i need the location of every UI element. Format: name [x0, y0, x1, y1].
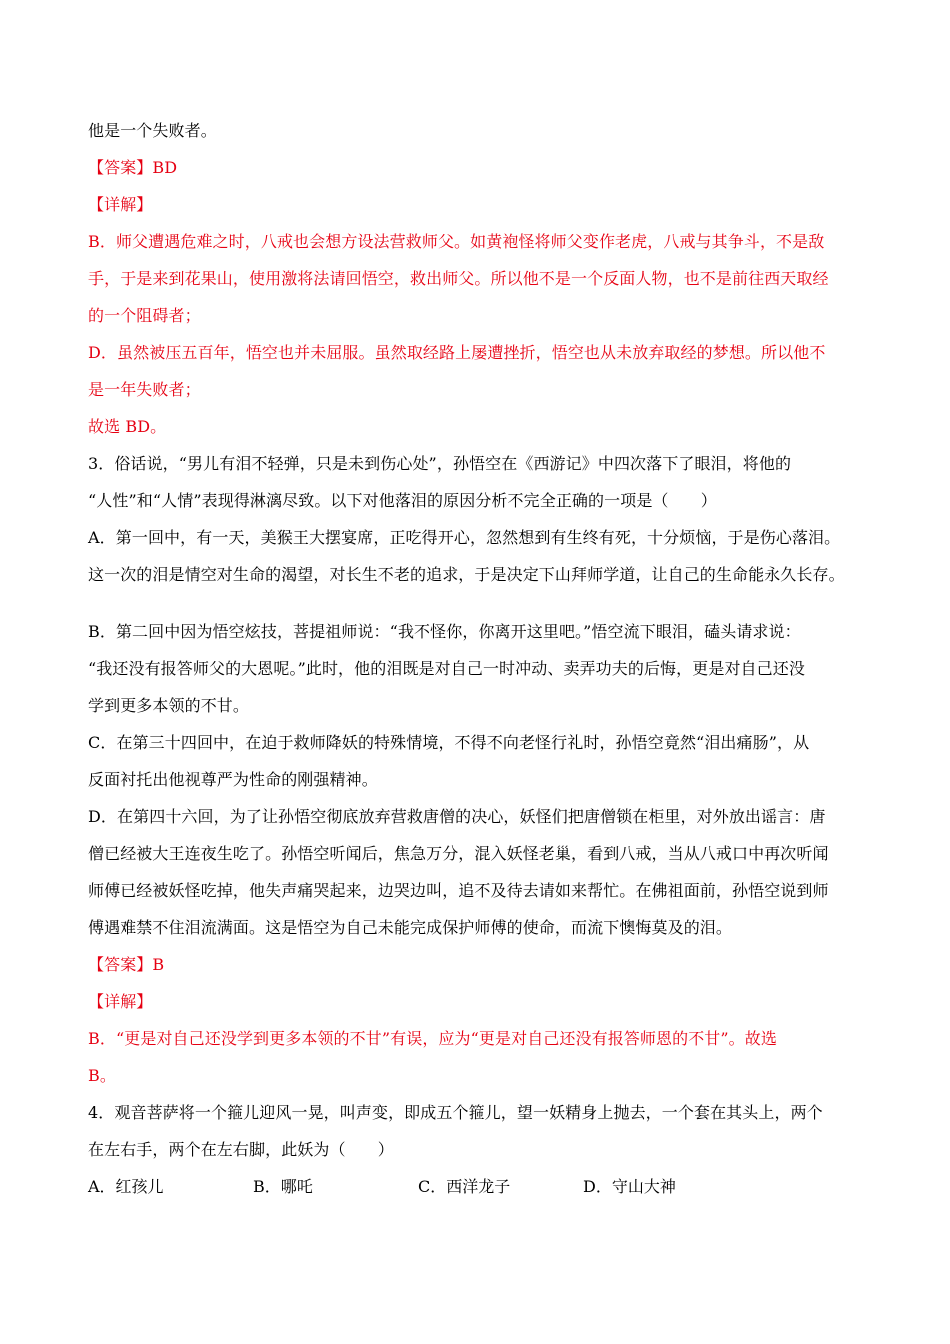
q2-detail-label: 【详解】: [88, 195, 153, 214]
q4-stem-line2: 在左右手，两个在左右脚，此妖为（ ）: [88, 1140, 394, 1159]
q3-option-d-line3: 师傅已经被妖怪吃掉，他失声痛哭起来，边哭边叫，追不及待去请如来帮忙。在佛祖面前，孙悟空说到师: [88, 881, 829, 900]
q3-option-b-line2: “我还没有报答师父的大恩呢。”此时，他的泪既是对自己一时冲动、卖弄功夫的后悔，更是对自己还没: [88, 659, 805, 678]
q2-detail-b-line2: 手，于是来到花果山，使用激将法请回悟空，救出师父。所以他不是一个反面人物，也不是前往西天取经: [88, 269, 829, 288]
q3-stem-line1: 3．俗话说，“男儿有泪不轻弹，只是未到伤心处”，孙悟空在《西游记》中四次落下了眼泪，将他的: [88, 454, 792, 473]
q2-tail-line: 他是一个失败者。: [88, 121, 217, 140]
q2-conclusion: 故选 BD。: [88, 417, 167, 436]
q3-detail-label: 【详解】: [88, 992, 153, 1011]
q3-detail-line2: B。: [88, 1066, 116, 1085]
paragraph-spacer: [88, 593, 878, 613]
q3-stem-line2: “人性”和“人情”表现得淋漓尽致。以下对他落泪的原因分析不完全正确的一项是（ ）: [88, 491, 717, 510]
q3-option-c-line2: 反面衬托出他视尊严为性命的刚强精神。: [88, 770, 378, 789]
q4-option-b: B．哪吒: [253, 1177, 313, 1196]
q3-option-c-line1: C．在第三十四回中，在迫于救师降妖的特殊情境，不得不向老怪行礼时，孙悟空竟然“泪出痛肠”，从: [88, 733, 810, 752]
q3-option-a-line1: A．第一回中，有一天，美猴王大摆宴席，正吃得开心，忽然想到有生终有死，十分烦恼，于是伤心落泪。: [88, 528, 841, 547]
q3-answer: 【答案】B: [88, 955, 165, 974]
q4-option-d: D．守山大神: [583, 1177, 676, 1196]
q3-option-b-line1: B．第二回中因为悟空炫技，菩提祖师说：“我不怪你，你离开这里吧。”悟空流下眼泪，磕头请求说：: [88, 622, 801, 641]
q4-stem-line1: 4．观音菩萨将一个箍儿迎风一晃，叫声变，即成五个箍儿，望一妖精身上抛去，一个套在其头上，两个: [88, 1103, 823, 1122]
q2-detail-b-line3: 的一个阻碍者；: [88, 306, 201, 325]
q2-detail-d-line2: 是一年失败者；: [88, 380, 201, 399]
q3-option-d-line2: 僧已经被大王连夜生吃了。孙悟空听闻后，焦急万分，混入妖怪老巢，看到八戒，当从八戒口中再次听闻: [88, 844, 829, 863]
q4-options: [88, 1168, 878, 1205]
q4-option-c: C．西洋龙子: [418, 1177, 511, 1196]
q2-detail-b-line1: B．师父遭遇危难之时，八戒也会想方设法营救师父。如黄袍怪将师父变作老虎，八戒与其争斗，不是敌: [88, 232, 825, 251]
q2-detail-d-line1: D．虽然被压五百年，悟空也并未屈服。虽然取经路上屡遭挫折，悟空也从未放弃取经的梦想。所以他不: [88, 343, 826, 362]
q3-option-d-line1: D．在第四十六回，为了让孙悟空彻底放弃营救唐僧的决心，妖怪们把唐僧锁在柜里，对外放出谣言：唐: [88, 807, 826, 826]
q3-option-a-line2: 这一次的泪是情空对生命的渴望，对长生不老的追求，于是决定下山拜师学道，让自己的生命能永久长存。: [88, 565, 845, 584]
q2-answer: 【答案】BD: [88, 158, 178, 177]
q3-option-b-line3: 学到更多本领的不甘。: [88, 696, 250, 715]
q3-option-d-line4: 傅遇难禁不住泪流满面。这是悟空为自己未能完成保护师傅的使命，而流下懊悔莫及的泪。: [88, 918, 733, 937]
document-page: [88, 112, 878, 1205]
q3-detail-line1: B．“更是对自己还没学到更多本领的不甘”有误，应为“更是对自己还没有报答师恩的不甘”。故选: [88, 1029, 777, 1048]
q4-option-a: A．红孩儿: [88, 1177, 164, 1196]
